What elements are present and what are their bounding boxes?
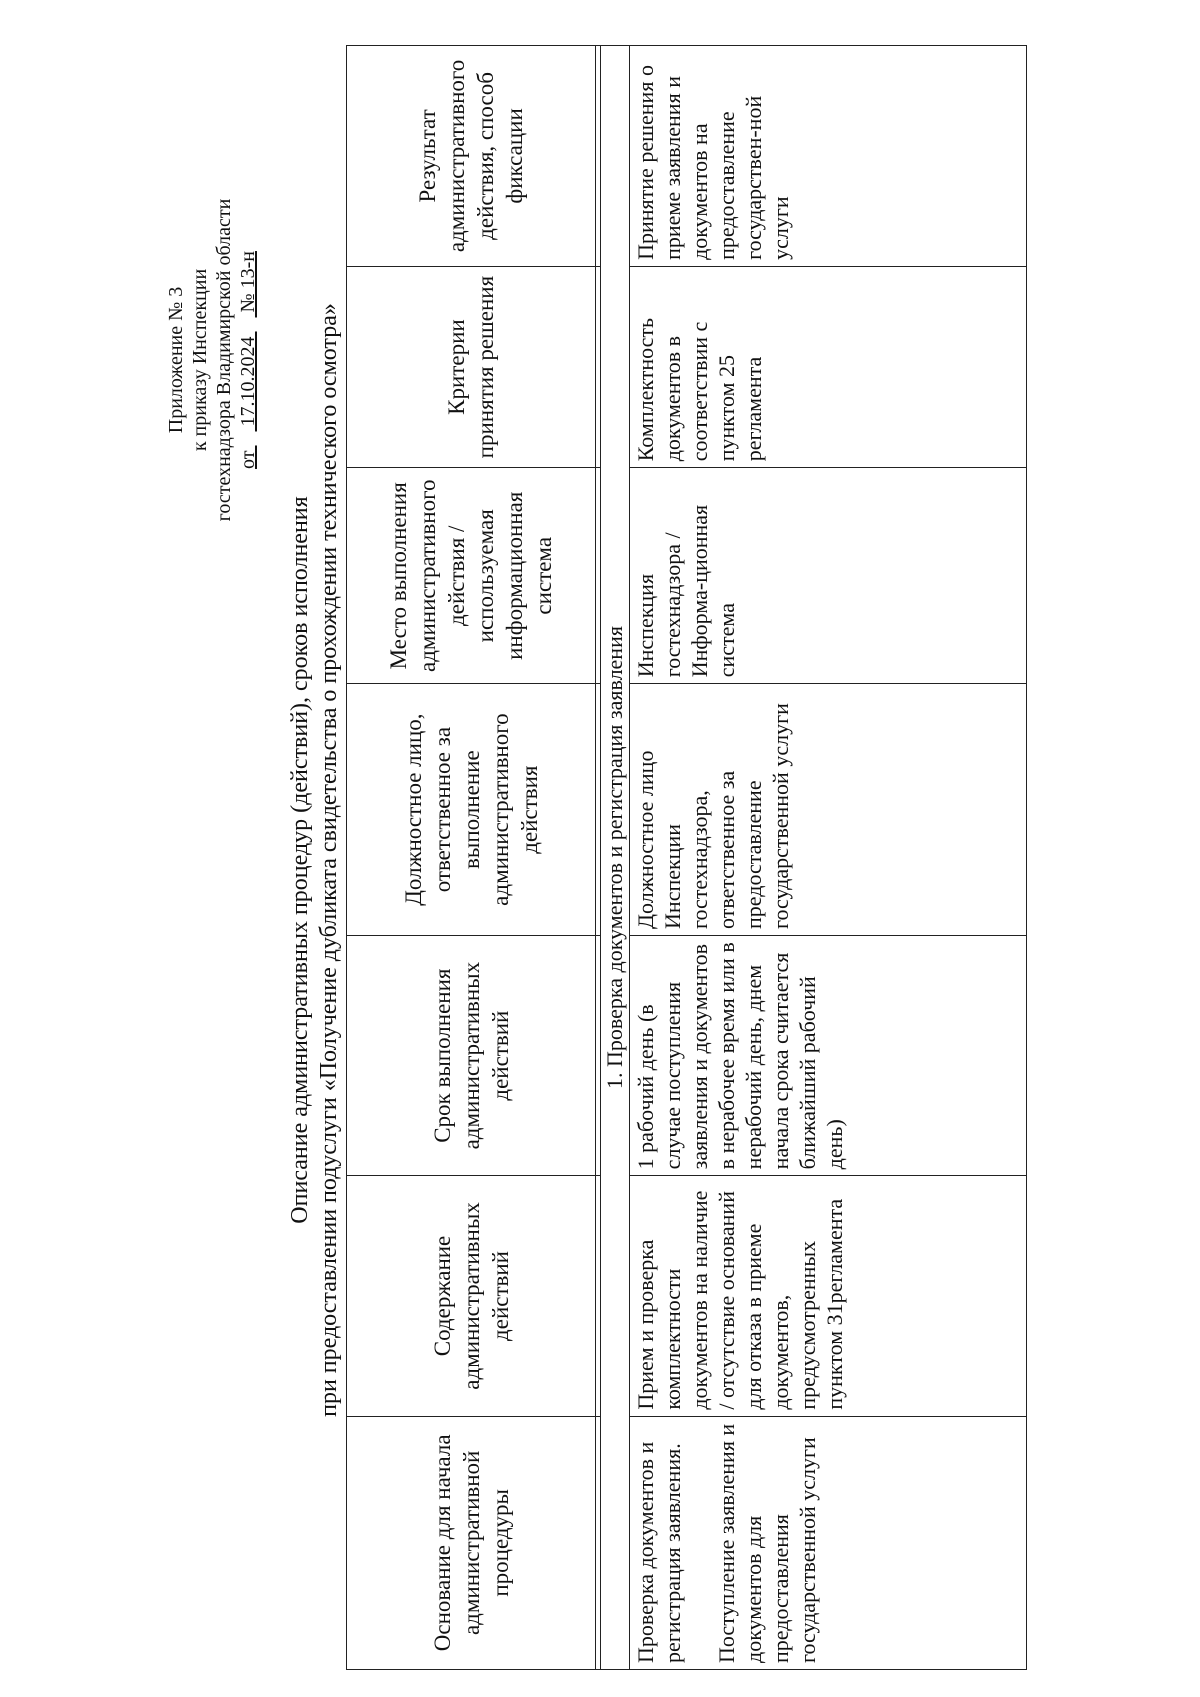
order-number: № 13-н	[237, 251, 259, 313]
table-section-row	[601, 46, 630, 1670]
title-line-2: при предоставлении подуслуги «Получение дубликата свидетельства о прохождении технического осмотра»	[316, 303, 342, 1417]
col-header-criteria: Критерии принятия решения	[347, 266, 596, 467]
col-header-term: Срок выполнения административных действий	[347, 935, 596, 1175]
cell-term: 1 рабочий день (в случае поступления заявления и документов в нерабочее время или в нерабочий день, днем начала срока считается ближайший рабочий день)	[630, 935, 1027, 1175]
appendix-authority: гостехнадзора Владимирской области	[213, 198, 235, 522]
table-row	[630, 46, 1027, 1670]
appendix-date-line	[236, 60, 260, 660]
col-header-result: Результат административного действия, способ фиксации	[347, 46, 596, 267]
section-title: 1. Проверка документов и регистрация заявления	[601, 46, 630, 1670]
table-header-row	[347, 46, 596, 1670]
cell-official: Должностное лицо Инспекции гостехнадзора, ответственное за предоставление государственной услуги	[630, 684, 1027, 936]
order-date: 17.10.2024	[237, 336, 259, 427]
rotated-document-page	[24, 40, 1174, 1680]
procedures-table	[346, 45, 1027, 1670]
cell-basis-para-1: Проверка документов и регистрация заявления.	[633, 1441, 685, 1663]
cell-result: Принятие решения о приеме заявления и документов на предоставление государствен-ной услуги	[630, 46, 1027, 267]
cell-content: Прием и проверка комплектности документов на наличие / отсутствие оснований для отказа в приеме документов, предусмотренных пунктом 31регламента	[630, 1176, 1027, 1416]
cell-basis	[630, 1416, 1027, 1669]
document-title	[286, 40, 344, 1680]
col-header-place: Место выполнения административного действия / используемая информационная система	[347, 468, 596, 684]
date-prefix: от	[237, 450, 259, 469]
title-line-1: Описание административных процедур (действий), сроков исполнения	[287, 496, 313, 1224]
appendix-order-ref: к приказу Инспекции	[189, 268, 211, 452]
col-header-content: Содержание административных действий	[347, 1176, 596, 1416]
cell-place: Инспекция гостехнадзора / Информа-ционная система	[630, 468, 1027, 684]
appendix-number: Приложение № 3	[165, 286, 187, 434]
col-header-official: Должностное лицо, ответственное за выполнение административного действия	[347, 684, 596, 936]
cell-basis-para-2: Поступление заявления и документов для предоставления государственной услуги	[714, 1423, 820, 1663]
cell-criteria: Комплектность документов в соответствии с пунктом 25 регламента	[630, 266, 1027, 467]
col-header-basis: Основание для начала административной процедуры	[347, 1416, 596, 1669]
appendix-header	[164, 60, 260, 660]
